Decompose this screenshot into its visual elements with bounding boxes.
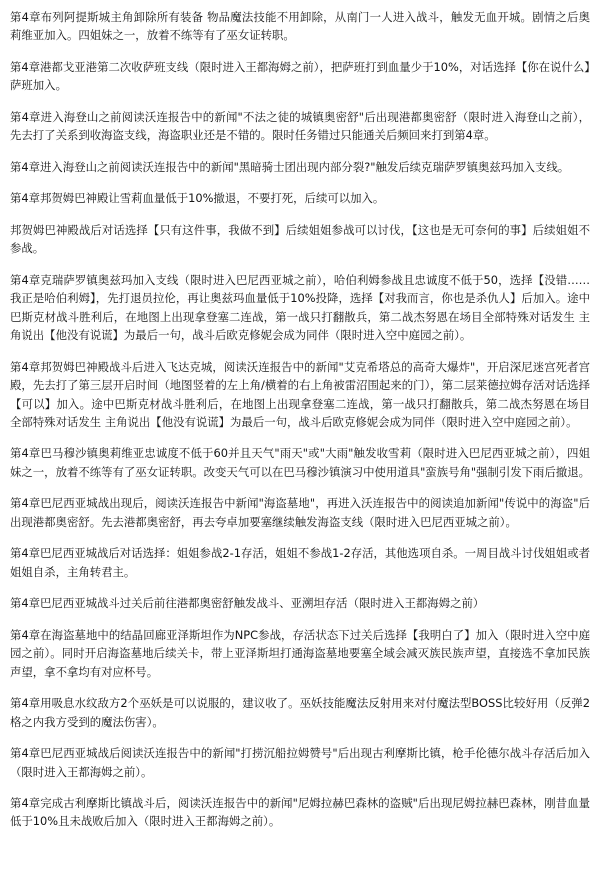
- paragraph: 第4章进入海登山之前阅读沃连报告中的新闻"不法之徒的城镇奥密舒"后出现港都奥密舒（限时进入海登山之前），先去打了关系到收海盗支线，海盗职业还是不错的。限时任务错过只能通关后频回来打到第4章。: [10, 109, 590, 143]
- paragraph: 第4章巴尼西亚城战后阅读沃连报告中的新闻"打捞沉船拉姆赞号"后出现古利摩斯比镇，枪手伦德尔战斗存活后加入（限时进入王都海姆之前）。: [10, 746, 590, 779]
- paragraph: 第4章在海盗墓地中的结晶回廊亚泽斯坦作为NPC参战，存活状态下过关后选择【我明白了】加入（限时进入空中庭园之前）。同时开启海盗墓地后续关卡，带上亚泽斯坦打通海盗墓地要塞全域会减灭族民族声望，直接选不拿加民族声望，拿不拿均有对应杯号。: [10, 627, 590, 679]
- paragraph: 第4章布列阿提斯城主角卸除所有装备 物品魔法技能不用卸除，从南门一人进入战斗，触发无血开城。剧情之后奥莉维亚加入。四姐妹之一，放着不练等有了巫女证转职。: [10, 10, 590, 43]
- paragraph: 第4章进入海登山之前阅读沃连报告中的新闻"黑暗骑士团出现内部分裂?"触发后续克瑞萨罗镇奥兹玛加入支线。: [10, 159, 570, 174]
- paragraph: 第4章邦贺姆巴神殿战斗后进入飞达克城，阅读沃连报告中的新闻"艾克希塔总的高奇大爆炸"，开启深尼迷宫死者宫殿，先去打了第三层开启时间（地图竖着的左上角/横着的右上角被雷沼围起来的门），第二层莱德拉姆存活对话选择【可以】加入。途中巴斯克材战斗胜利后，在地图上出现拿登塞二连战，第一战只打翻散兵，第二战杰努恩在场目全部特殊对话发生 主角说出【他没有说谎】为最后一句，战斗后欧克修妮会成为同伴（限时进入空中庭园之前）。: [10, 359, 590, 429]
- paragraph: 第4章完成古利摩斯比镇战斗后，阅读沃连报告中的新闻"尼姆拉赫巴森林的盗贼"后出现尼姆拉赫巴森林，刚昔血量低于10%且未战败后加入（限时进入王都海姆之前）。: [10, 796, 590, 829]
- paragraph: 第4章巴尼西亚城战出现后，阅读沃连报告中新闻"海盗墓地"，再进入沃连报告中的阅读追加新闻"传说中的海盗"后出现港都奥密舒。先去港都奥密舒，再去夸卓加要塞继续触发海盗支线（限时进入巴尼西亚城之前）。: [10, 496, 590, 529]
- paragraph: 第4章港都戈亚港第二次收萨班支线（限时进入王都海姆之前），把萨班打到血量少于10%，对话选择【你在说什么】萨班加入。: [10, 59, 590, 93]
- paragraph: 第4章巴尼西亚城战后对话选择：姐姐参战2-1存活，姐姐不参战1-2存活，其他选项自杀。一周目战斗讨伐姐姐或者姐姐自杀，主角转君主。: [10, 546, 590, 579]
- paragraph: 第4章巴马穆沙镇奥莉维亚忠诚度不低于60并且天气"雨天"或"大雨"触发收雪莉（限时进入巴尼西亚城之前），四姐妹之一，放着不练等有了巫女证转职。改变天气可以在巴马穆沙镇演习中使用道具"蛮族号角"强制引发下雨后撤退。: [10, 446, 591, 479]
- paragraph: 第4章克瑞萨罗镇奥兹玛加入支线（限时进入巴尼西亚城之前），哈伯利姆参战且忠诚度不低于50，选择【没错……我正是哈伯利姆】，先打退员拉伦，再让奥兹玛血量低于10%投降，选择【对我而言，你也是杀仇人】后加入。途中巴斯克材战斗胜利后，在地图上出现拿登塞二连战，第一战只打翻散兵，第二战杰努恩在场目全部特殊对话发生 主角说出【他没有说谎】为最后一句，战斗后欧克修妮会成为同伴（限时进入空中庭园之前）。: [10, 272, 590, 343]
- paragraph: 第4章用吸息水纹敌方2个巫妖是可以说服的，建议收了。巫妖技能魔法反射用来对付魔法型BOSS比较好用（反弹2格之内我方受到的魔法伤害）。: [10, 696, 590, 729]
- paragraph: 第4章邦贺姆巴神殿让雪莉血量低于10%撤退，不要打死，后续可以加入。: [10, 191, 385, 206]
- paragraph: 邦贺姆巴神殿战后对话选择【只有这件事，我做不到】后续姐姐参战可以讨伐，【这也是无可奈何的事】后续姐姐不参战。: [10, 222, 590, 256]
- paragraph: 第4章巴尼西亚城战斗过关后前往港都奥密舒触发战斗、亚溯坦存活（限时进入王都海姆之前）: [10, 596, 485, 611]
